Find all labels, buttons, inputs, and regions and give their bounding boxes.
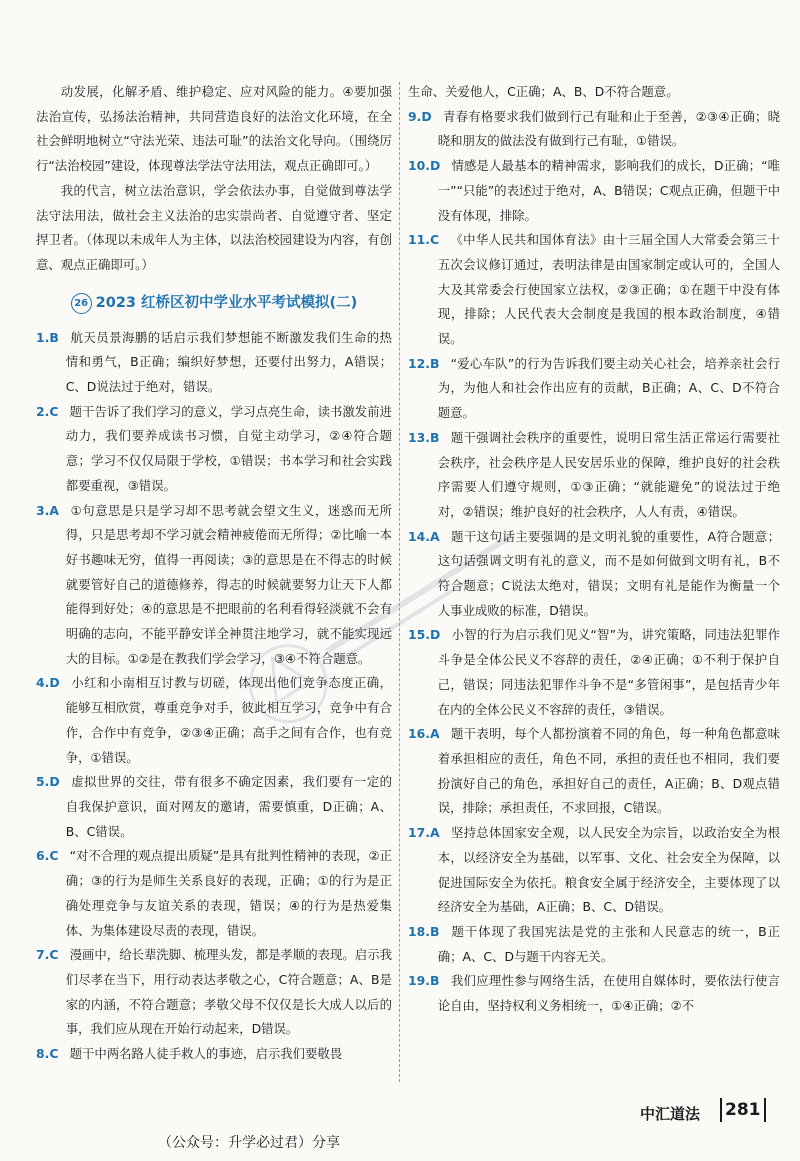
answer-item: 8.C 题干中两名路人徒手救人的事迹，启示我们要敬畏 (36, 1046, 343, 1062)
answer-item: 15.D 小智的行为启示我们见义“智”为，讲究策略，同违法犯罪作斗争是全体公民义不容辞的责任，②④正确；①不利于保护自己，错误；同违法犯罪作斗争不是“多管闲事”，是包括青少年在内的全体公民义不容辞的责任，③错误。 (408, 627, 780, 717)
answer-item: 12.B “爱心车队”的行为告诉我们要主动关心社会，培养亲社会行为，为他人和社会作出应有的贡献，B正确；A、C、D不符合题意。 (408, 355, 780, 421)
intro-paragraph: 动发展，化解矛盾、维护稳定、应对风险的能力。④要加强法治宣传，弘扬法治精神，共同营造良好的法治文化环境，在全社会鲜明地树立“守法光荣、违法可耻”的法治文化导向。（围绕厉行“法治校园”建设，体现尊法学法守法用法，观点正确即可。） (36, 84, 392, 174)
answer-item: 16.A 题干表明，每个人都扮演着不同的角色，每一种角色都意味着承担相应的责任，角色不同，承担的责任也不相同，我们要扮演好自己的角色，承担好自己的责任，A正确；B、D观点错误，排除；承担责任，不求回报，C错误。 (408, 726, 780, 816)
answer-item: 7.C 漫画中，给长辈洗脚、梳理头发，都是孝顺的表现。启示我们尽孝在当下，用行动表达孝敬之心，C符合题意；A、B是家的内涵，不符合题意；孝敬父母不仅仅是长大成人以后的事，我们应从现在开始行动起来，D错误。 (36, 947, 392, 1037)
page-number: 281 (720, 1098, 766, 1122)
footer-brand: 中汇道法 (640, 1105, 701, 1123)
intro-paragraph: 我的代言，树立法治意识，学会依法办事，自觉做到尊法学法守法用法，做社会主义法治的忠实崇尚者、自觉遵守者、坚定捍卫者。（体现以未成年人为主体，以法治校园建设为内容，有创意、观点正确即可。） (36, 182, 392, 272)
answer-item: 2.C 题干告诉了我们学习的意义，学习点亮生命，读书激发前进动力，我们要养成读书习惯，自觉主动学习，②④符合题意；学习不仅仅局限于学校，①错误；书本学习和社会实践都要重视，③错误。 (36, 403, 392, 493)
answer-item: 3.A ①句意思是只是学习却不思考就会望文生义，迷惑而无所得，只是思考却不学习就会精神疲倦而无所得；②比喻一本好书趣味无穷，值得一再阅读；③的意思是在不得志的时候就要管好自己的道德修养，得志的时候就要努力让天下人都能得到好处；④的意思是不把眼前的名利看得轻淡就不会有明确的志向，不能平静安详全神贯注地学习，就不能实现远大的目标。①②是在教我们学会学习，③④不符合题意。 (36, 502, 392, 666)
answer-item: 18.B 题干体现了我国宪法是党的主张和人民意志的统一，B正确；A、C、D与题干内容无关。 (408, 923, 780, 964)
answer-item: 14.A 题干这句话主要强调的是文明礼貌的重要性，A符合题意；这句话强调文明有礼的意义，而不是如何做到文明有礼，B不符合题意；C说法太绝对，错误；文明有礼是能作为衡量一个人事业成败的标准，D错误。 (408, 528, 780, 618)
answer-item: 19.B 我们应理性参与网络生活，在使用自媒体时，要依法行使言论自由，坚持权利义务相统一，①④正确；②不 (408, 973, 780, 1014)
section-number-badge: 26 (71, 293, 92, 314)
answer-item: 17.A 坚持总体国家安全观，以人民安全为宗旨，以政治安全为根本，以经济安全为基础，以军事、文化、社会安全为保障，以促进国际安全为依托。粮食安全属于经济安全，主要体现了以经济安全为基础，A正确；B、C、D错误。 (408, 825, 780, 915)
answer-item: 6.C “对不合理的观点提出质疑”是具有批判性精神的表现，②正确；③的行为是师生关系良好的表现，正确；①的行为是正确处理竞争与友谊关系的表现，错误；④的行为是热爱集体、为集体建设尽责的表现，错误。 (36, 848, 392, 938)
left-column (36, 80, 392, 1067)
answer-item: 9.D 青春有格要求我们做到行己有耻和止于至善，②③④正确；晓晓和朋友的做法没有做到行己有耻，①错误。 (408, 108, 780, 149)
column-divider (399, 82, 400, 1082)
answer-item: 13.B 题干强调社会秩序的重要性，说明日常生活正常运行需要社会秩序，社会秩序是人民安居乐业的保障，维护良好的社会秩序需要人们遵守规则，①③正确；“就能避免”的说法过于绝对，②错误；维护良好的社会秩序，人人有责，④错误。 (408, 429, 780, 519)
answer-item: 5.D 虚拟世界的交往，带有很多不确定因素，我们要有一定的自我保护意识，面对网友的邀请，需要慎重，D正确；A、B、C错误。 (36, 774, 392, 839)
answer-item: 11.C 《中华人民共和国体育法》由十三届全国人大常委会第三十五次会议修订通过，表明法律是由国家制定或认可的，全国人大及其常委会行使国家立法权，②③正确；①在题干中没有体现，排除；人民代表大会制度是我国的根本政治制度，④错误。 (408, 232, 780, 347)
section-title (36, 290, 392, 316)
section-title-text: 2023 红桥区初中学业水平考试模拟(二) (95, 294, 358, 311)
right-column (408, 80, 780, 1019)
answer-item: 10.D 情感是人最基本的精神需求，影响我们的成长，D正确；“唯一”“只能”的表述过于绝对，A、B错误；C观点正确，但题干中没有体现，排除。 (408, 158, 781, 223)
continuation-text: 生命、关爱他人，C正确；A、B、D不符合题意。 (408, 84, 679, 99)
answer-item: 4.D 小红和小南相互讨教与切磋，体现出他们竞争态度正确，能够互相欣赏，尊重竞争对手，彼此相互学习，竞争中有合作，合作中有竞争，②③④正确；高手之间有合作，也有竞争，①错误。 (36, 675, 392, 765)
footer-note: （公众号：升学必过君）分享 (158, 1135, 340, 1151)
answer-item: 1.B 航天员景海鹏的话启示我们梦想能不断激发我们生命的热情和勇气，B正确；编织好梦想，还要付出努力，A错误；C、D说法过于绝对，错误。 (36, 329, 392, 395)
